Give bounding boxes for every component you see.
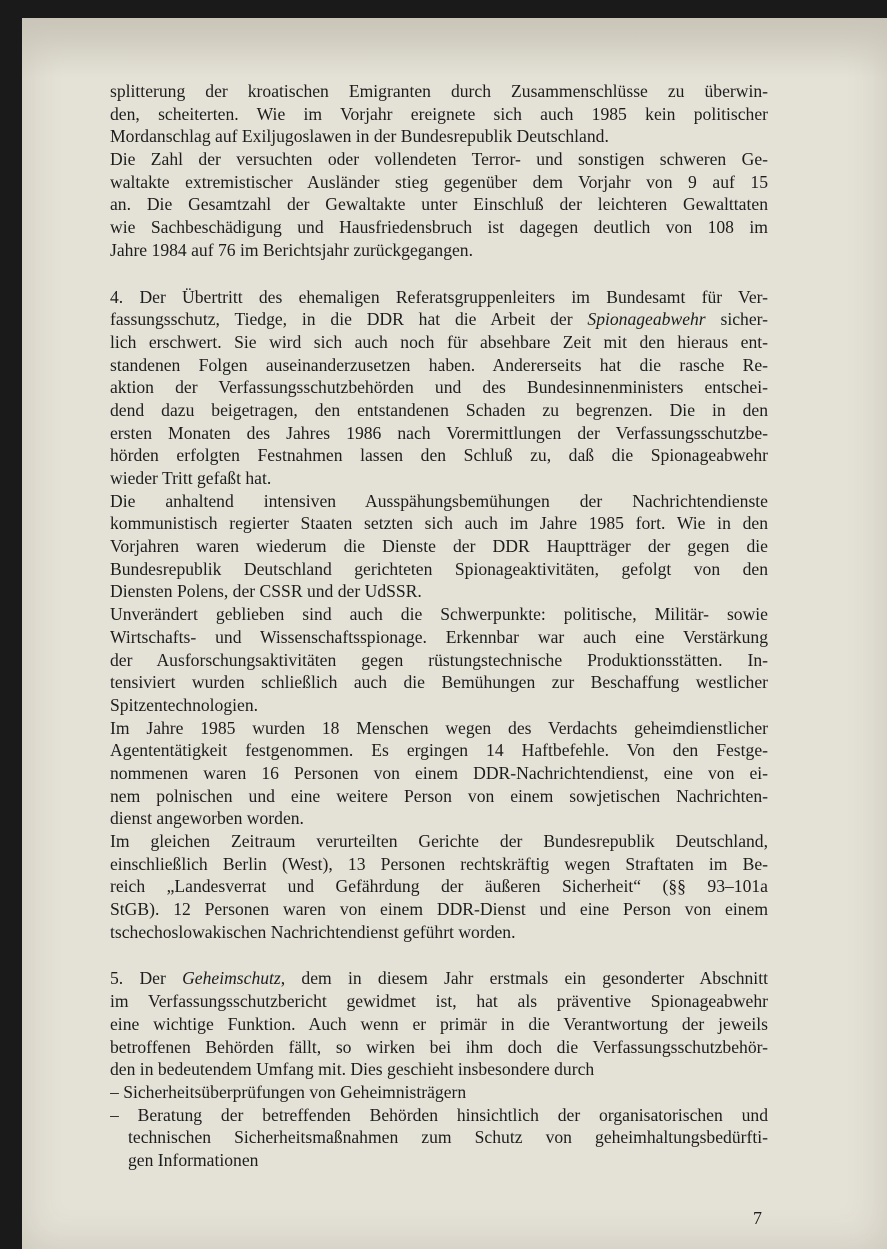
text-line: nommenen waren 16 Personen von einem DDR-Nachrichtendienst, eine von ei- — [110, 762, 768, 783]
text-line: Spitzentechnologien. — [110, 694, 259, 715]
text-line: reich „Landesverrat und Gefährdung der äußeren Sicherheit“ (§§ 93–101a — [110, 876, 768, 897]
text-segment: , dem in diesem Jahr erstmals ein gesonderter Abschnitt — [280, 968, 768, 989]
text-line: der Ausforschungsaktivitäten gegen rüstungstechnische Produktionsstätten. In- — [110, 649, 768, 670]
text-segment: fassungsschutz, Tiedge, in die DDR hat die Arbeit der — [110, 309, 588, 330]
body-text — [110, 80, 768, 1172]
text-line: Im gleichen Zeitraum verurteilten Gerichte der Bundesrepublik Deutschland, — [110, 831, 768, 851]
text-line: StGB). 12 Personen waren von einem DDR-Dienst und eine Person von einem — [110, 899, 768, 920]
text-line: lich erschwert. Sie wird sich auch noch für absehbare Zeit mit den hieraus ent- — [110, 331, 768, 352]
text-line: kommunistisch regierter Staaten setzten sich auch im Jahre 1985 fort. Wie in den — [110, 513, 768, 534]
text-line: Mordanschlag auf Exiljugoslawen in der Bundesrepublik Deutschland. — [110, 126, 609, 147]
emphasis: Geheimschutz — [182, 968, 281, 989]
text-line: technischen Sicherheitsmaßnahmen zum Schutz von geheimhaltungsbedürfti- — [128, 1127, 768, 1148]
text-line: Im Jahre 1985 wurden 18 Menschen wegen des Verdachts geheimdienstlicher — [110, 717, 768, 738]
text-line: – Sicherheitsüberprüfungen von Geheimnisträgern — [110, 1081, 467, 1102]
text-line: im Verfassungsschutzbericht gewidmet ist, hat als präventive Spionageabwehr — [110, 991, 768, 1012]
text-line: Vorjahren waren wiederum die Dienste der DDR Hauptträger der gegen die — [110, 536, 768, 557]
text-line: splitterung der kroatischen Emigranten durch Zusammenschlüsse zu überwin- — [110, 81, 768, 101]
text-line: wieder Tritt gefaßt hat. — [110, 468, 272, 488]
text-line: Jahre 1984 auf 76 im Berichtsjahr zurückgegangen. — [110, 239, 473, 260]
page-number: 7 — [753, 1208, 762, 1228]
text-line: aktion der Verfassungsschutzbehörden und des Bundesinnenministers entschei- — [110, 377, 768, 398]
document-page — [22, 18, 887, 1249]
text-line: hörden erfolgten Festnahmen lassen den Schluß zu, daß die Spionageabwehr — [110, 445, 768, 466]
scan-shadow — [22, 18, 887, 78]
text-line: Diensten Polens, der CSSR und der UdSSR. — [110, 581, 422, 602]
text-line: den in bedeutendem Umfang mit. Dies geschieht insbesondere durch — [110, 1059, 595, 1080]
text-line: dend dazu beigetragen, den entstandenen Schaden zu begrenzen. Die in den — [110, 399, 768, 420]
paragraph-gap — [110, 943, 768, 967]
text-line — [110, 967, 768, 990]
text-line: standenen Folgen auseinanderzusetzen haben. Andererseits hat die rasche Re- — [110, 354, 768, 375]
text-line — [110, 308, 768, 331]
text-line: tschechoslowakischen Nachrichtendienst geführt worden. — [110, 921, 516, 942]
text-segment: 5. Der — [110, 968, 183, 989]
text-line: Bundesrepublik Deutschland gerichteten Spionageaktivitäten, gefolgt von den — [110, 558, 768, 579]
text-line: Die Zahl der versuchten oder vollendeten Terror- und sonstigen schweren Ge- — [110, 149, 768, 170]
text-line: tensiviert wurden schließlich auch die Bemühungen zur Beschaffung westlicher — [110, 672, 768, 693]
text-line: dienst angeworben worden. — [110, 808, 304, 829]
text-line: – Beratung der betreffenden Behörden hinsichtlich der organisatorischen und — [110, 1104, 768, 1125]
text-line: eine wichtige Funktion. Auch wenn er primär in die Verantwortung der jeweils — [110, 1013, 768, 1034]
text-line: an. Die Gesamtzahl der Gewaltakte unter Einschluß der leichteren Gewalttaten — [110, 194, 768, 215]
text-line: Die anhaltend intensiven Ausspähungsbemühungen der Nachrichtendienste — [110, 490, 768, 511]
text-line: nem polnischen und eine weitere Person von einem sowjetischen Nachrichten- — [110, 785, 768, 806]
text-line: wie Sachbeschädigung und Hausfriedensbruch ist dagegen deutlich von 108 im — [110, 217, 768, 238]
text-line: einschließlich Berlin (West), 13 Personen rechtskräftig wegen Straftaten im Be- — [110, 853, 768, 874]
text-line: ersten Monaten des Jahres 1986 nach Vorermittlungen der Verfassungsschutzbe- — [110, 422, 768, 443]
text-segment: sicher- — [705, 309, 768, 330]
text-line: gen Informationen — [128, 1149, 259, 1170]
emphasis: Spionageabwehr — [587, 309, 706, 330]
text-line: Unverändert geblieben sind auch die Schwerpunkte: politische, Militär- sowie — [110, 604, 768, 625]
text-line: 4. Der Übertritt des ehemaligen Referatsgruppenleiters im Bundesamt für Ver- — [110, 286, 768, 307]
paragraph-gap — [110, 262, 768, 286]
text-line: Wirtschafts- und Wissenschaftsspionage. Erkennbar war auch eine Verstärkung — [110, 626, 768, 647]
text-line: waltakte extremistischer Ausländer stieg gegenüber dem Vorjahr von 9 auf 15 — [110, 171, 768, 192]
text-line: Agententätigkeit festgenommen. Es ergingen 14 Haftbefehle. Von den Festge- — [110, 740, 768, 761]
text-line: betroffenen Behörden fällt, so wirken bei ihm doch die Verfassungsschutzbehör- — [110, 1036, 768, 1057]
text-line: den, scheiterten. Wie im Vorjahr ereignete sich auch 1985 kein politischer — [110, 103, 768, 124]
